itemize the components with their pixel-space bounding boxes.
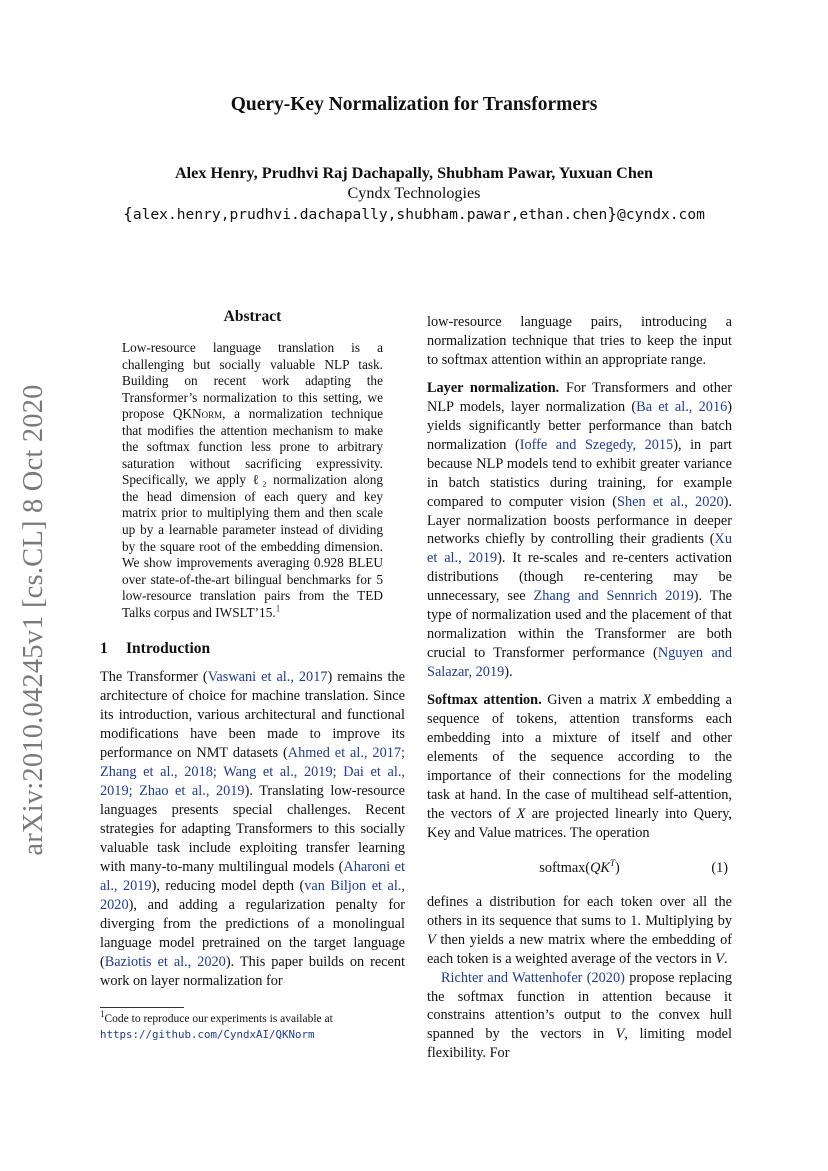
footnote-rule [100, 1007, 184, 1008]
math-symbol: V [427, 931, 436, 948]
math-symbol: X [516, 805, 526, 822]
math-symbol: X [642, 692, 652, 709]
left-column [100, 308, 405, 1043]
body-text: . [723, 950, 728, 967]
citation-link[interactable]: Shen et al., 2020 [617, 493, 724, 510]
softmax-paragraph [427, 691, 732, 843]
intro-text: ). Translating low-resource languages presents special challenges. Recent strategies for adapting Transformers to this socially valuable task include exploiting transfer learning with many-to-many multilingual models ( [100, 783, 405, 875]
section-number: 1 [100, 640, 108, 658]
runin-heading-softmax: Softmax attention. [427, 692, 542, 709]
citation-link[interactable]: Xu et al., 2019 [427, 531, 732, 567]
footnote-marker[interactable]: 1 [275, 603, 281, 614]
body-text: propose replacing the softmax function in attention because it constrains attention’s output to the convex hull spanned by the vectors in [427, 969, 732, 1043]
footnote-number: 1 [100, 1008, 105, 1019]
citation-link[interactable]: Zhang and Sennrich 2019 [533, 588, 694, 605]
intro-text: ). This paper builds on recent work on layer normalization for [100, 953, 405, 989]
body-text: For Transformers and other NLP models, layer normalization ( [427, 379, 732, 415]
right-column [427, 313, 732, 1063]
body-text: embedding a sequence of tokens, attention transforms each embedding into a mixture of itself and other elements of the sequence according to the importance of their connections for the modeling task at hand. In the case of multihead self-attention, the vectors of [427, 692, 733, 822]
equation-1 [427, 851, 732, 887]
layer-norm-paragraph [427, 379, 732, 682]
section-title: Introduction [126, 640, 211, 658]
footnote-text: Code to reproduce our experiments is available at [104, 1012, 333, 1025]
intro-text: ), and adding a regularization penalty for diverging from the predictions of a monolingual language model pretrained on the target language ( [100, 896, 405, 970]
citation-link[interactable]: Nguyen and Salazar, 2019 [427, 645, 732, 681]
after-equation-paragraph [427, 893, 732, 969]
equation-body [427, 857, 732, 877]
intro-text: ) remains the architecture of choice for machine translation. Since its introduction, various architectural and functional modifications have been made to improve its performance on NMT datasets ( [100, 669, 406, 762]
citation-link[interactable]: Aharoni et al., 2019 [100, 858, 405, 894]
continued-paragraph: low-resource language pairs, introducing a normalization technique that tries to keep the input to softmax attention within an appropriate range. [427, 314, 732, 368]
footnote [100, 1008, 405, 1043]
body-text: Given a matrix [541, 692, 643, 709]
runin-heading-layer-norm: Layer normalization. [427, 379, 560, 396]
equation-superscript: T [609, 857, 615, 868]
body-text: defines a distribution for each token over all the others in its sequence that sums to 1. Multiplying by [427, 893, 732, 929]
equation-number: (1) [711, 859, 728, 876]
affiliation: Cyndx Technologies [347, 184, 481, 202]
equation-function: softmax( [539, 859, 591, 876]
intro-paragraph [100, 668, 405, 990]
author-emails [0, 204, 828, 223]
body-text: ), in part because NLP models tend to exhibit greater variance in batch statistics during training, for example compared to computer vision ( [427, 436, 732, 510]
intro-text: The Transformer ( [100, 669, 208, 686]
arxiv-stamp: arXiv:2010.04245v1 [cs.CL] 8 Oct 2020 [18, 384, 49, 856]
abstract-text-2: , a normalization technique that modifies the attention mechanism to make the softmax function less prone to arbitrary saturation without sacrificing expressivity. Specifically, we apply ℓ₂ normalization along the head dimension of each query and key matrix prior to multiplying them and then scale up by a learnable parameter instead of dividing by the square root of the embedding dimension. We show improvements averaging 0.928 BLEU over state-of-the-art bilingual benchmarks for 5 low-resource translation pairs from the TED Talks corpus and IWSLT’15. [122, 406, 383, 620]
math-symbol: V [615, 1026, 625, 1043]
citation-link[interactable]: van Biljon et al., 2020 [100, 877, 405, 913]
citation-link[interactable]: Ioffe and Szegedy, 2015 [519, 436, 674, 453]
body-text: then yields a new matrix where the embedding of each token is a weighted average of the vectors in [427, 931, 732, 967]
body-text: ). [504, 664, 513, 681]
email-domain: @cyndx.com [617, 206, 705, 223]
citation-link[interactable]: Ahmed et al., 2017; Zhang et al., 2018; Wang et al., 2019; Dai et al., 2019; Zhao et al., 2019 [100, 745, 405, 800]
citation-link[interactable]: Baziotis et al., 2020 [104, 953, 226, 970]
paper-title: Query-Key Normalization for Transformers [230, 94, 598, 115]
author-list: Alex Henry, Prudhvi Raj Dachapally, Shubham Pawar, Yuxuan Chen [174, 164, 654, 182]
abstract-text-1: Low-resource language translation is a challenging but socially valuable NLP task. Building on recent work adapting the Transformer’s normalization to this setting, we propose [122, 340, 383, 422]
richter-paragraph [427, 969, 732, 1064]
email-list: alex.henry,prudhvi.dachapally,shubham.pawar,ethan.chen [132, 206, 608, 223]
body-text: ). Layer normalization boosts performance in deeper networks chiefly by controlling their gradients ( [427, 493, 732, 548]
email-brace-close: } [607, 204, 618, 223]
equation-argument: QK [590, 859, 610, 876]
email-brace-open: { [123, 204, 133, 223]
math-symbol: V [715, 950, 724, 967]
abstract-body [122, 340, 383, 621]
body-text: ) yields significantly better performance than batch normalization ( [427, 398, 733, 453]
citation-link[interactable]: Ba et al., 2016 [636, 398, 728, 415]
abstract-heading: Abstract [223, 308, 282, 325]
arxiv-sidebar [14, 380, 54, 860]
body-text: are projected linearly into Query, Key and Value matrices. The operation [427, 805, 732, 841]
citation-link[interactable]: Richter and Wattenhofer (2020) [441, 969, 625, 986]
equation-close: ) [614, 859, 620, 876]
body-text: ). The type of normalization used and the placement of that normalization within the Transformer are both crucial to Transformer performance ( [427, 588, 732, 662]
method-name: QKNorm [172, 406, 223, 422]
body-text: , limiting model flexibility. For [427, 1026, 732, 1062]
citation-link[interactable]: Vaswani et al., 2017 [207, 669, 328, 686]
body-text: ). It re-scales and re-centers activation distributions (though re-centering may be unnecessary, see [427, 550, 733, 605]
section-heading-introduction [100, 640, 405, 658]
code-url-link[interactable]: https://github.com/CyndxAI/QKNorm [100, 1027, 315, 1041]
intro-text: ), reducing model depth ( [151, 877, 305, 894]
